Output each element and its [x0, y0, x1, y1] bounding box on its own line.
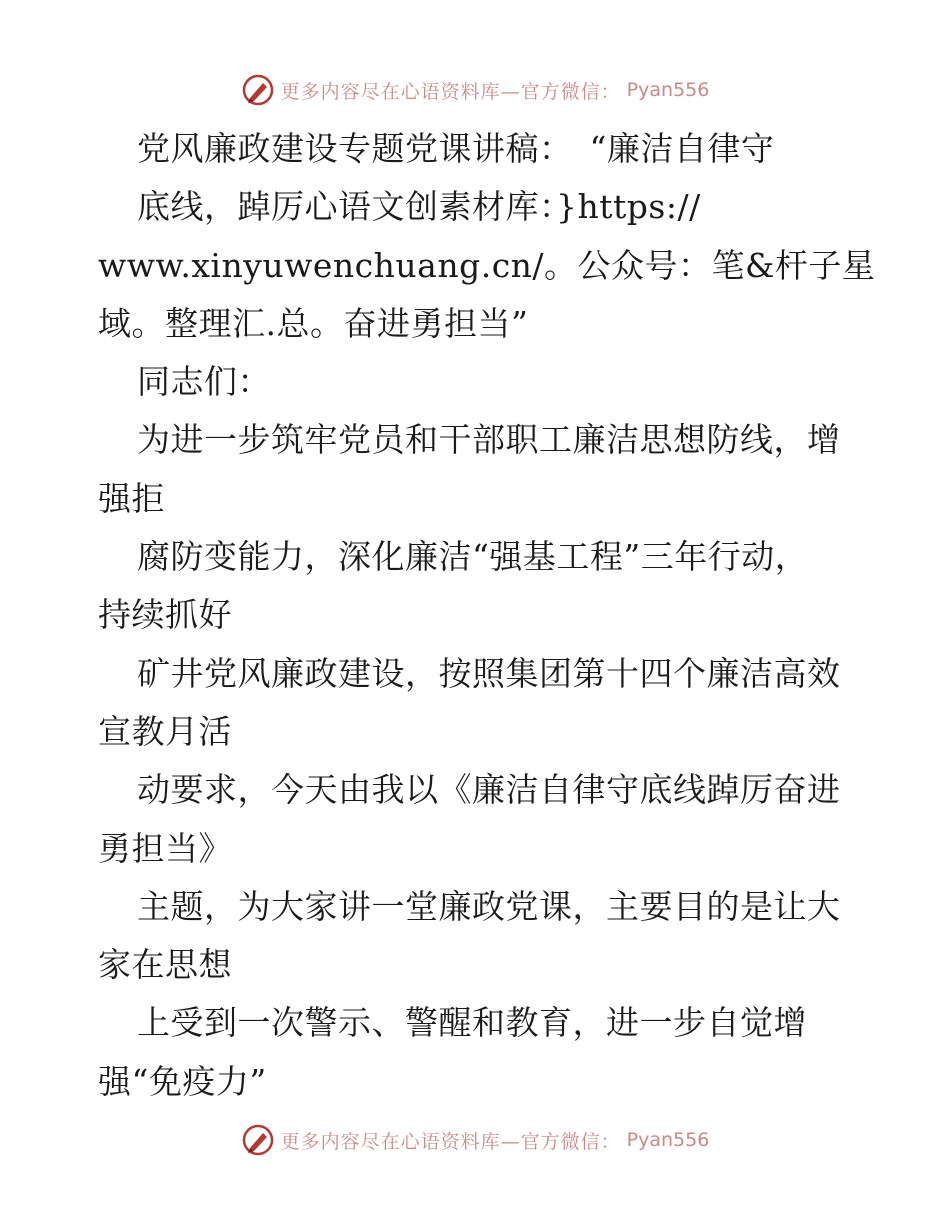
pen-logo-icon: [241, 73, 275, 107]
footer-watermark: [0, 1120, 950, 1160]
watermark-wechat-id: Pyan556: [626, 1129, 710, 1151]
text-line: 强“免疫力”: [98, 1061, 267, 1101]
text-line: 勇担当》: [98, 828, 232, 868]
text-line: 强拒: [98, 478, 165, 518]
text-line: 主题，为大家讲一堂廉政党课，主要目的是让大: [137, 886, 841, 926]
header-watermark: [0, 70, 950, 110]
text-line: 持续抓好: [98, 595, 232, 635]
pen-logo-icon: [241, 1123, 275, 1157]
text-line: 宣教月活: [98, 711, 232, 751]
text-line: 底线，踔厉心语文创素材库：}https://: [137, 187, 701, 227]
text-line: 腐防变能力，深化廉洁“强基工程”三年行动，: [137, 537, 809, 577]
watermark-text: 更多内容尽在心语资料库—官方微信：: [280, 1130, 621, 1153]
text-line: 党风廉政建设专题党课讲稿： “廉洁自律守: [137, 129, 775, 168]
document-body: [98, 120, 876, 1111]
watermark-wechat-id: Pyan556: [626, 79, 710, 101]
text-line: 上受到一次警示、警醒和教育，进一步自觉增: [137, 1003, 807, 1043]
watermark-text: 更多内容尽在心语资料库—官方微信：: [280, 80, 621, 103]
text-line: 域。整理汇.总。奋进勇担当”: [98, 303, 529, 343]
text-line: 动要求，今天由我以《廉洁自律守底线踔厉奋进: [137, 770, 841, 810]
text-line: 矿井党风廉政建设，按照集团第十四个廉洁高效: [137, 653, 841, 693]
text-line: www.xinyuwenchuang.cn/。公众号：笔&杆子星: [98, 245, 876, 285]
text-line: 家在思想: [98, 945, 232, 985]
text-line: 为进一步筑牢党员和干部职工廉洁思想防线，增: [137, 420, 841, 460]
text-line: 同志们：: [137, 362, 271, 402]
